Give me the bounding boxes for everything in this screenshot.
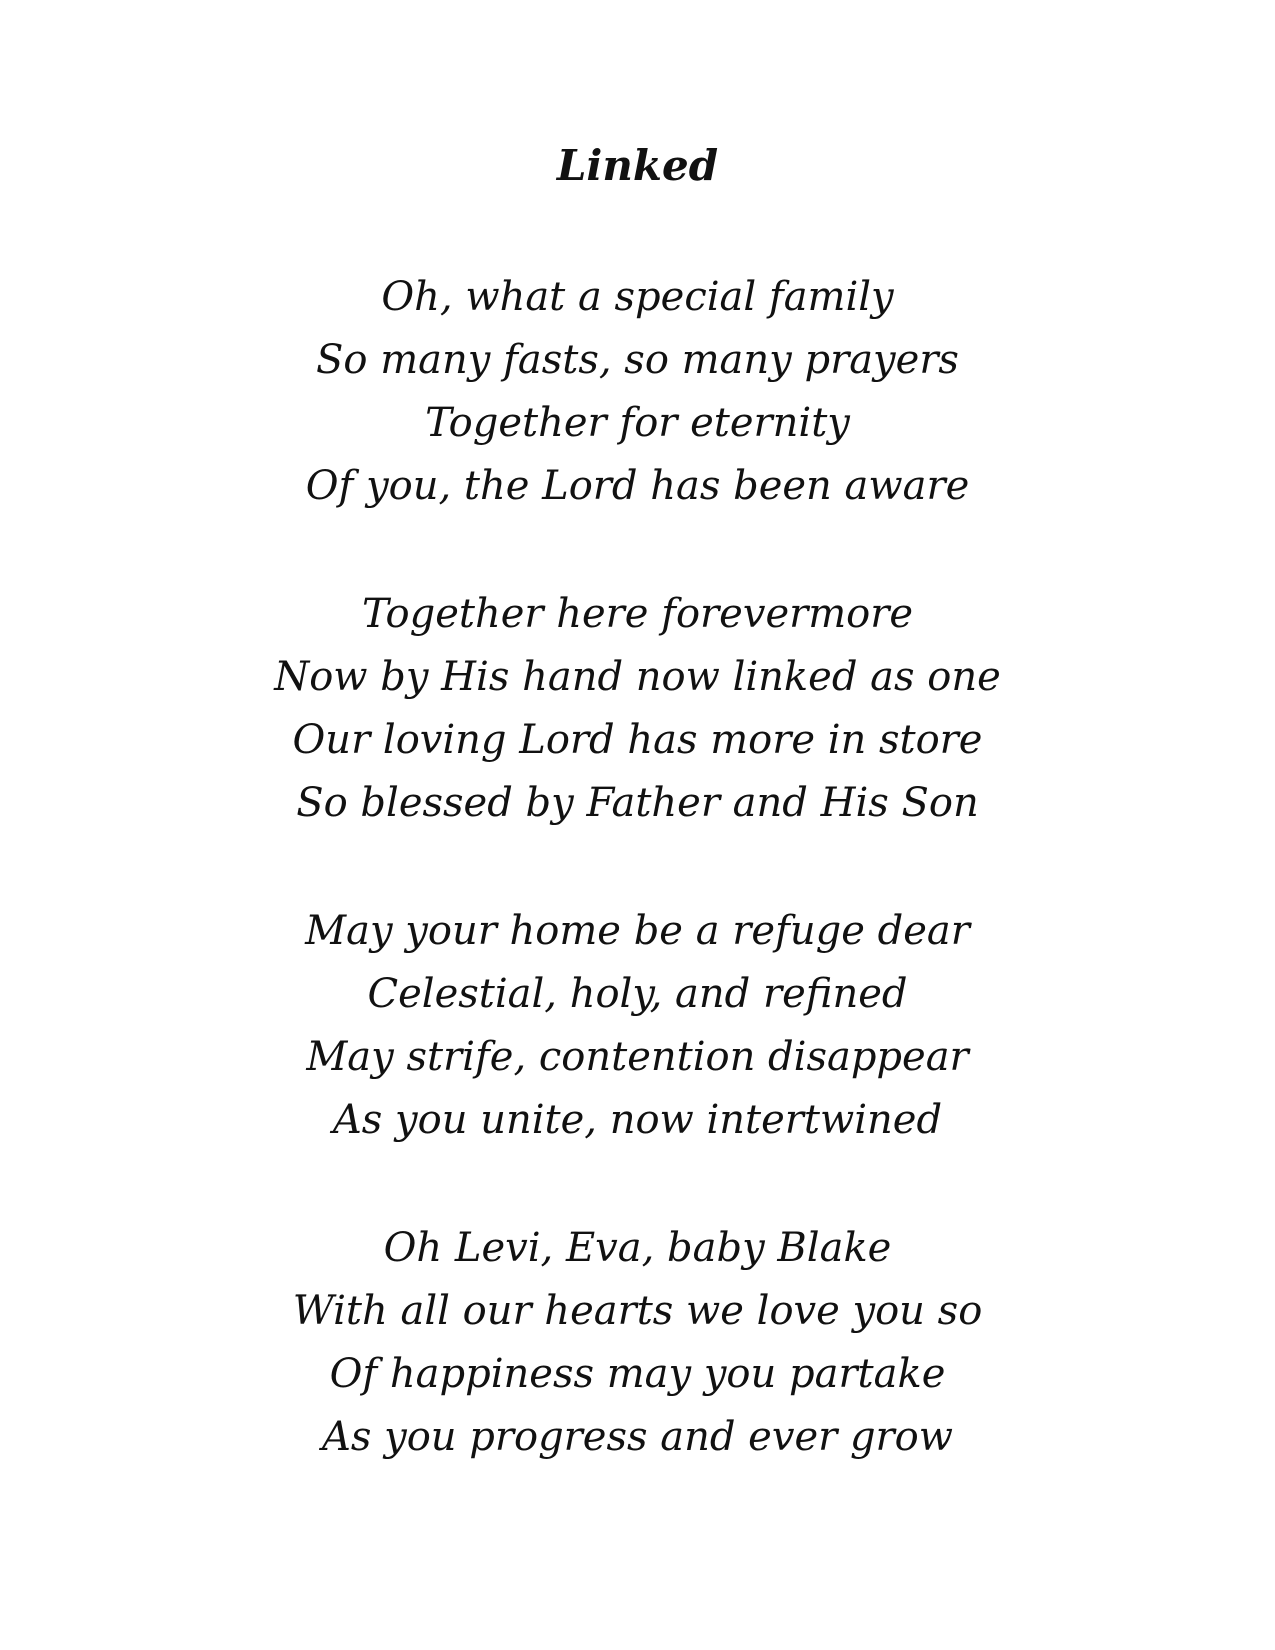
poem-line: As you progress and ever grow [321, 1414, 953, 1460]
poem-line: Oh, what a special family [381, 274, 894, 320]
poem-line: Oh Levi, Eva, baby Blake [383, 1225, 892, 1271]
stanza-1 [0, 266, 1275, 518]
stanza-4 [0, 1217, 1275, 1469]
poem-line: Our loving Lord has more in store [292, 717, 983, 763]
poem-line: Together for eternity [425, 400, 850, 446]
poem-line: So many fasts, so many prayers [316, 337, 959, 383]
poem-line: Together here forevermore [361, 591, 914, 637]
poem-line: Now by His hand now linked as one [274, 654, 1001, 700]
poem-line: With all our hearts we love you so [292, 1288, 983, 1334]
poem-line: Celestial, holy, and refined [367, 971, 908, 1017]
poem-line: May your home be a refuge dear [305, 908, 970, 954]
poem-line: So blessed by Father and His Son [296, 780, 979, 826]
stanza-3 [0, 900, 1275, 1152]
poem-line: May strife, contention disappear [306, 1034, 969, 1080]
poem-line: Of happiness may you partake [329, 1351, 946, 1397]
poem-line: Of you, the Lord has been aware [305, 463, 970, 509]
stanza-2 [0, 583, 1275, 835]
poem-title: Linked [556, 141, 719, 190]
poem-line: As you unite, now intertwined [332, 1097, 943, 1143]
